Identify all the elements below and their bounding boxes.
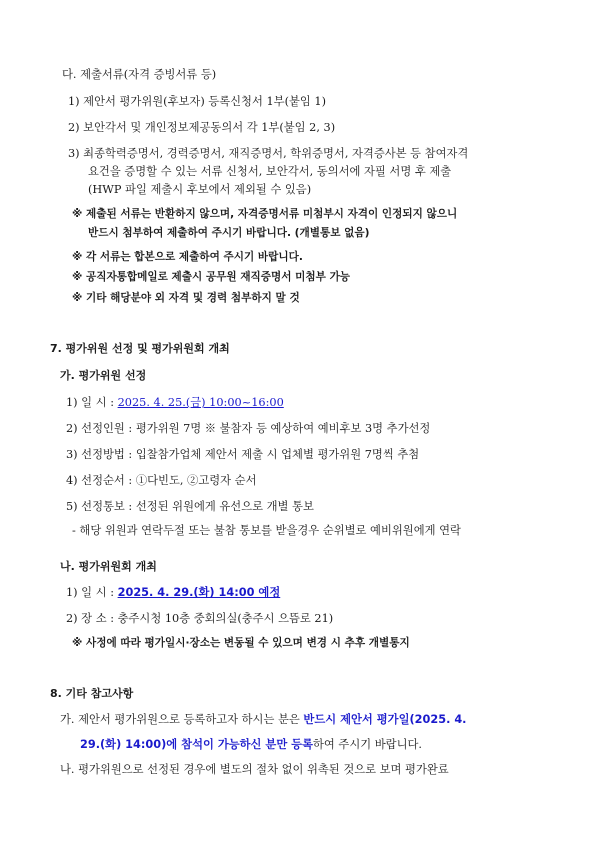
selection-method: 3) 선정방법 : 입찰참가업체 제안서 제출 시 업체별 평가위원 7명씩 추첨	[66, 448, 420, 461]
submit-item-3-line1: 3) 최종학력증명서, 경력증명서, 재직증명서, 학위증명서, 자격증사본 등 참여자격	[68, 147, 469, 160]
note-ga-suffix: 하여 주시기 바랍니다.	[313, 738, 422, 751]
note-return-policy-line1: ※ 제출된 서류는 반환하지 않으며, 자격증명서류 미첨부시 자격이 인정되지 않으니	[72, 208, 458, 220]
meeting-datetime-value: 2025. 4. 29.(화) 14:00 예정	[117, 586, 281, 599]
note-combined-submission: ※ 각 서류는 합본으로 제출하여 주시기 바랍니다.	[72, 251, 303, 263]
note-official-mail: ※ 공직자통합메일로 제출시 공무원 재직증명서 미첨부 가능	[72, 271, 351, 283]
note-ga-emphasis-1: 반드시 제안서 평가일(2025. 4.	[303, 713, 467, 726]
note-ga-prefix: 가. 제안서 평가위원으로 등록하고자 하시는 분은	[60, 713, 304, 726]
selection-datetime-row	[66, 395, 284, 410]
meeting-place: 2) 장 소 : 충주시청 10층 중회의실(충주시 으뜸로 21)	[66, 612, 334, 625]
selection-notice: 5) 선정통보 : 선정된 위원에게 유선으로 개별 통보	[66, 500, 314, 513]
meeting-datetime-row	[66, 585, 280, 600]
submit-item-3-line3: (HWP 파일 제출시 후보에서 제외될 수 있음)	[88, 183, 312, 196]
meeting-datetime-label: 1) 일 시 :	[66, 586, 118, 599]
section-7-heading: 7. 평가위원 선정 및 평가위원회 개최	[50, 342, 230, 355]
selection-count: 2) 선정인원 : 평가위원 7명 ※ 불참자 등 예상하여 예비후보 3명 추가선정	[66, 422, 431, 435]
note-no-extra-attachments: ※ 기타 해당분야 외 자격 및 경력 첨부하지 말 것	[72, 292, 300, 304]
selection-datetime-label: 1) 일 시 :	[66, 396, 118, 409]
section-7-na-heading: 나. 평가위원회 개최	[60, 560, 157, 573]
section-7-ga-heading: 가. 평가위원 선정	[60, 369, 147, 382]
selection-order: 4) 선정순서 : ①다빈도, ②고령자 순서	[66, 474, 257, 487]
selection-datetime-value: 2025. 4. 25.(금) 10:00~16:00	[117, 396, 284, 409]
note-return-policy-line2: 반드시 첨부하여 제출하여 주시기 바랍니다. (개별통보 없음)	[88, 227, 370, 239]
note-na-line1: 나. 평가위원으로 선정된 경우에 별도의 절차 없이 위촉된 것으로 보며 평가완료	[60, 763, 449, 776]
section-da-heading: 다. 제출서류(자격 증빙서류 등)	[62, 68, 217, 81]
submit-item-3-line2: 요건을 증명할 수 있는 서류 신청서, 보안각서, 동의서에 자필 서명 후 제출	[88, 165, 452, 178]
section-8-heading: 8. 기타 참고사항	[50, 687, 134, 700]
note-ga-line1	[60, 712, 466, 727]
meeting-change-note: ※ 사정에 따라 평가일시·장소는 변동될 수 있으며 변경 시 추후 개별통지	[72, 637, 410, 649]
selection-contact-note: - 해당 위원과 연락두절 또는 불참 통보를 받을경우 순위별로 예비위원에게 연락	[72, 524, 461, 537]
note-ga-emphasis-2: 29.(화) 14:00)에 참석이 가능하신 분만 등록	[80, 738, 313, 751]
note-ga-line2	[80, 737, 422, 752]
submit-item-2: 2) 보안각서 및 개인정보제공동의서 각 1부(붙임 2, 3)	[68, 121, 336, 134]
submit-item-1: 1) 제안서 평가위원(후보자) 등록신청서 1부(붙임 1)	[68, 95, 326, 108]
